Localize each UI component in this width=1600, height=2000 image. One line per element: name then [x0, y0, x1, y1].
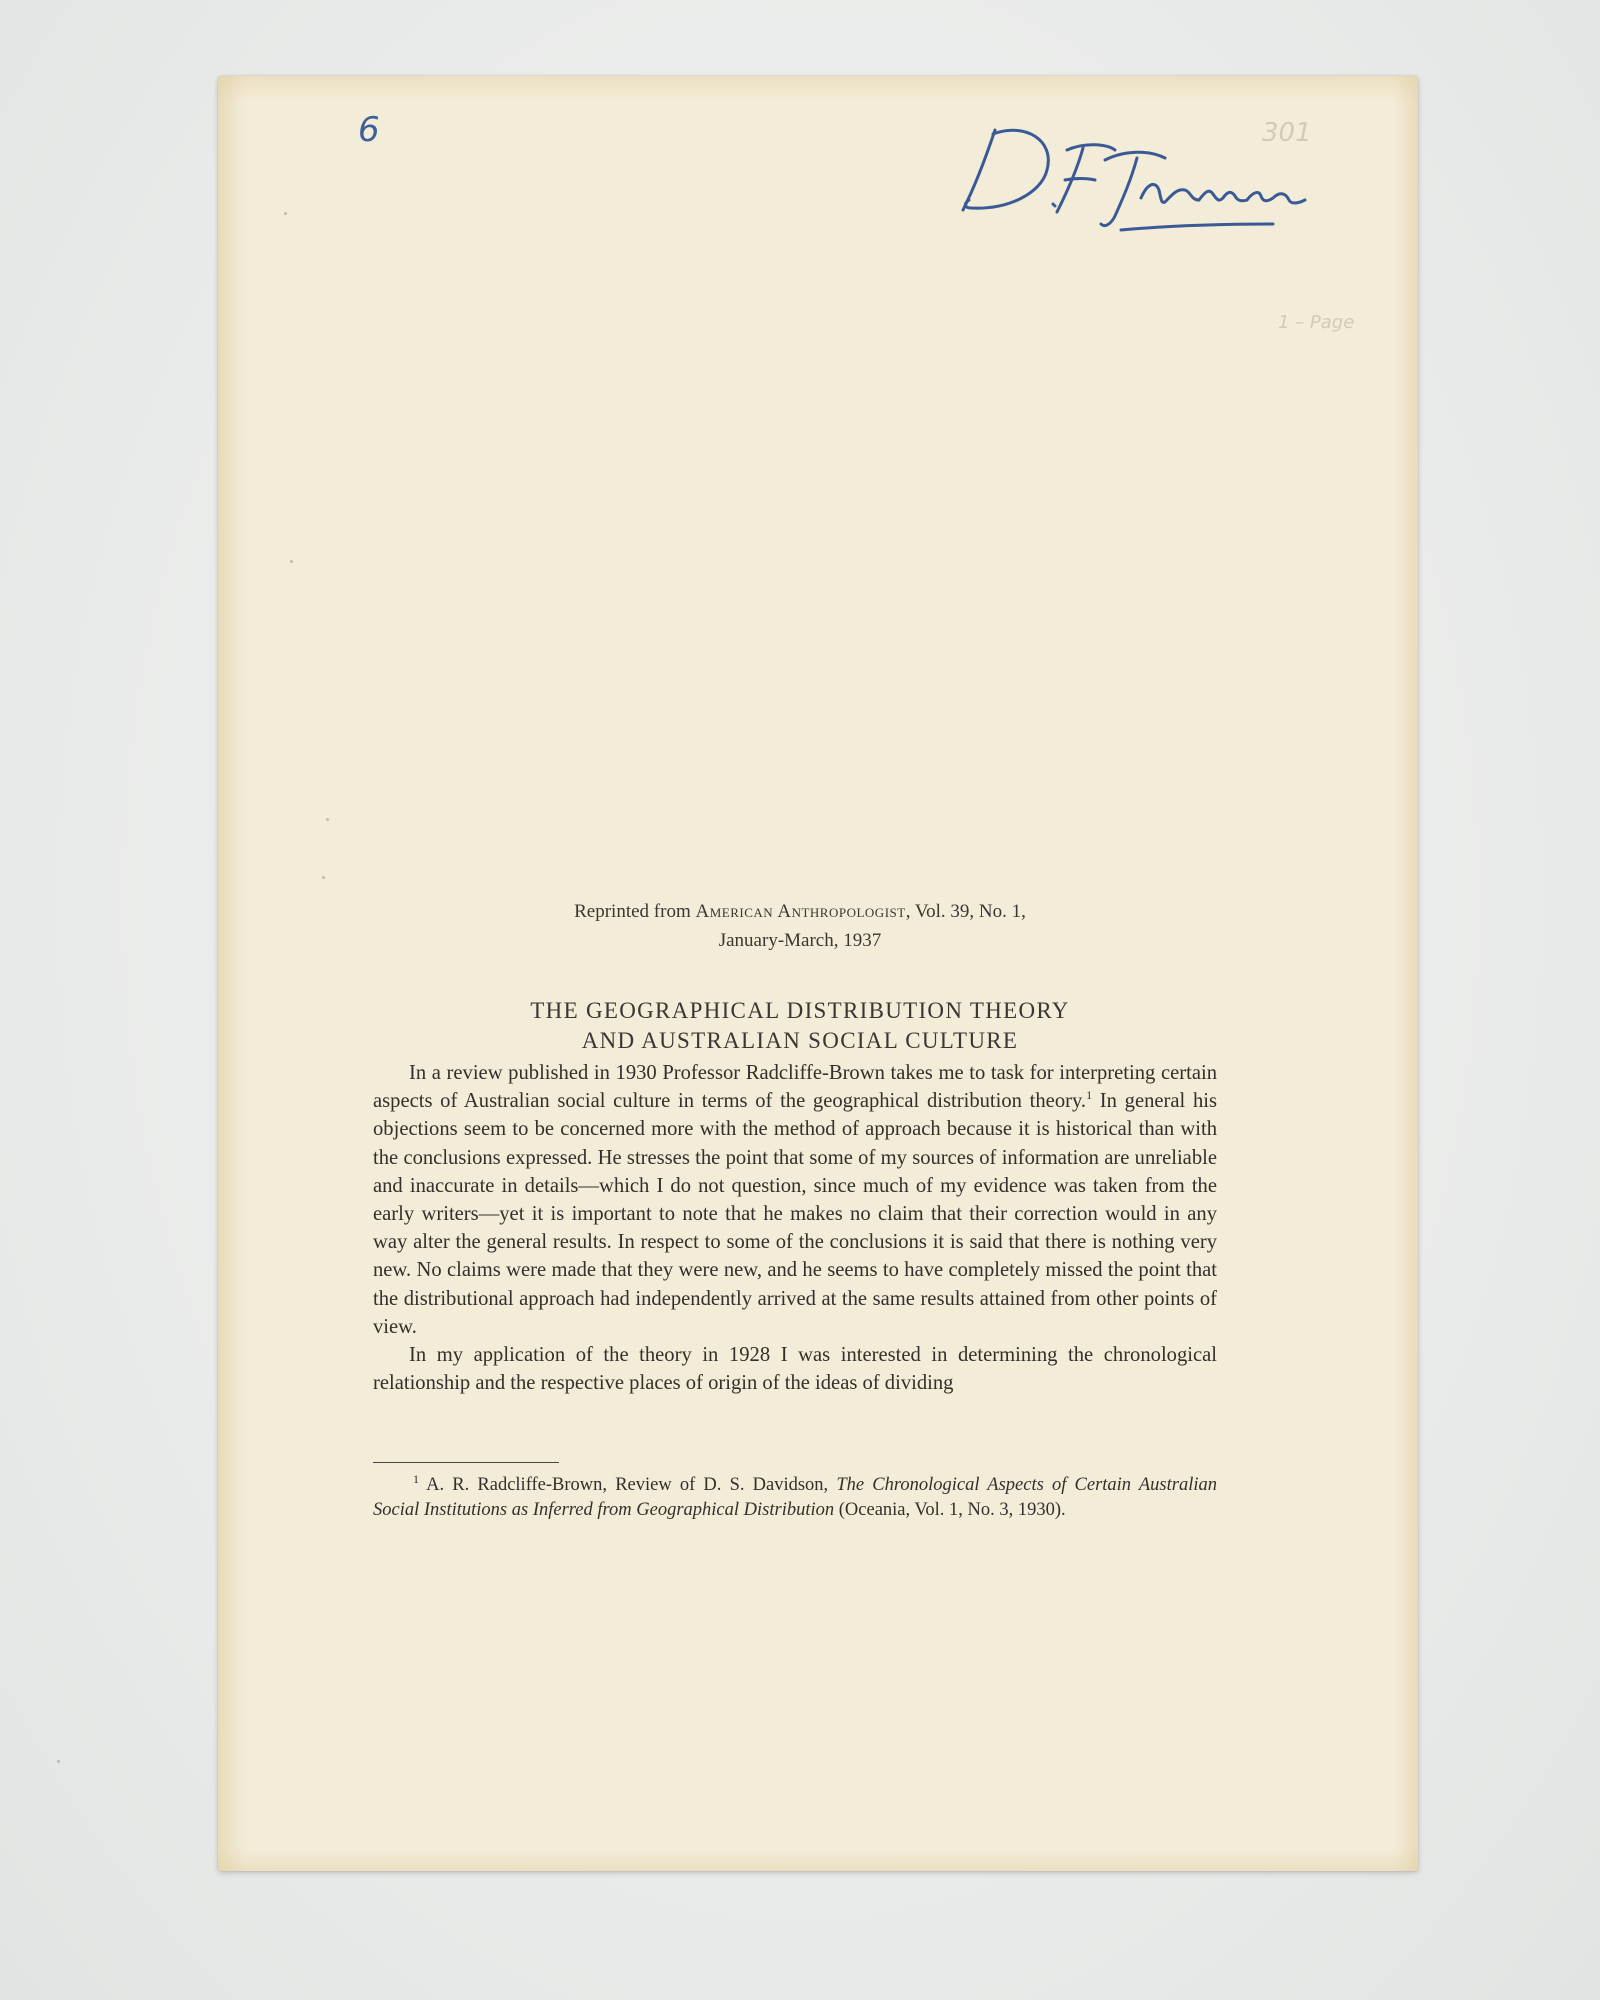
paper-speck: [290, 560, 293, 563]
paragraph-1-text-b: In general his objections seem to be concerned more with the method of approach because it is historical than with the conclusions expressed. He stresses the point that some of my sources of information are unreliable and inaccurate in details—which I do not question, since much of my evidence was taken from the early writers—yet it is important to note that he makes no claim that their correction would in any way alter the general results. In respect to some of the conclusions it is said that there is nothing very new. No claims were made that they were new, and he seems to have completely missed the point that the distributional approach had independently arrived at the same results attained from other points of view.: [373, 1090, 1217, 1338]
reprint-date: January-March, 1937: [718, 930, 882, 951]
footnote-reference: 1: [1086, 1088, 1093, 1103]
pencil-mark-number: 301: [1262, 118, 1312, 148]
footnote-paragraph: [373, 1473, 1217, 1523]
paper-speck: [284, 212, 287, 215]
footnote-divider: [373, 1462, 559, 1463]
handwritten-signature: [955, 120, 1315, 240]
paper-speck: [326, 818, 329, 821]
reprint-volume: , Vol. 39, No. 1,: [905, 901, 1026, 922]
footnote-prefix: A. R. Radcliffe-Brown, Review of D. S. Davidson,: [419, 1475, 837, 1495]
reprint-notice: [370, 897, 1230, 955]
footnote-suffix: (Oceania, Vol. 1, No. 3, 1930).: [834, 1500, 1066, 1520]
footnote-cited-title: The Chronological Aspects of Certain Australian Social Institutions as Inferred from Geographical Distribution: [373, 1475, 1217, 1520]
footnote-marker: 1: [413, 1471, 419, 1486]
article-body: [373, 1059, 1217, 1397]
title-line-1: THE GEOGRAPHICAL DISTRIBUTION THEORY: [530, 998, 1070, 1023]
journal-name: American Anthropologist: [695, 901, 906, 922]
paper-speck: [57, 1760, 60, 1763]
paragraph-1-text-a: In a review published in 1930 Professor Radcliffe-Brown takes me to task for interpreting certain aspects of Australian social culture in terms of the geographical distribution theory.: [373, 1062, 1217, 1113]
handwritten-page-mark: 6: [358, 110, 380, 150]
paper-speck: [322, 876, 325, 879]
reprint-line-1: [370, 897, 1230, 926]
reprint-prefix: Reprinted from: [574, 901, 696, 922]
paragraph-2: In my application of the theory in 1928 I was interested in determining the chronological relationship and the respective places of origin of the ideas of dividing: [373, 1344, 1217, 1395]
article-title: [370, 996, 1230, 1056]
paper-sheet: [218, 76, 1418, 1871]
title-line-2: AND AUSTRALIAN SOCIAL CULTURE: [581, 1028, 1019, 1053]
pencil-mark-note: 1 – Page: [1278, 312, 1355, 333]
paragraph-1: [373, 1059, 1217, 1341]
footnote: [373, 1473, 1217, 1523]
